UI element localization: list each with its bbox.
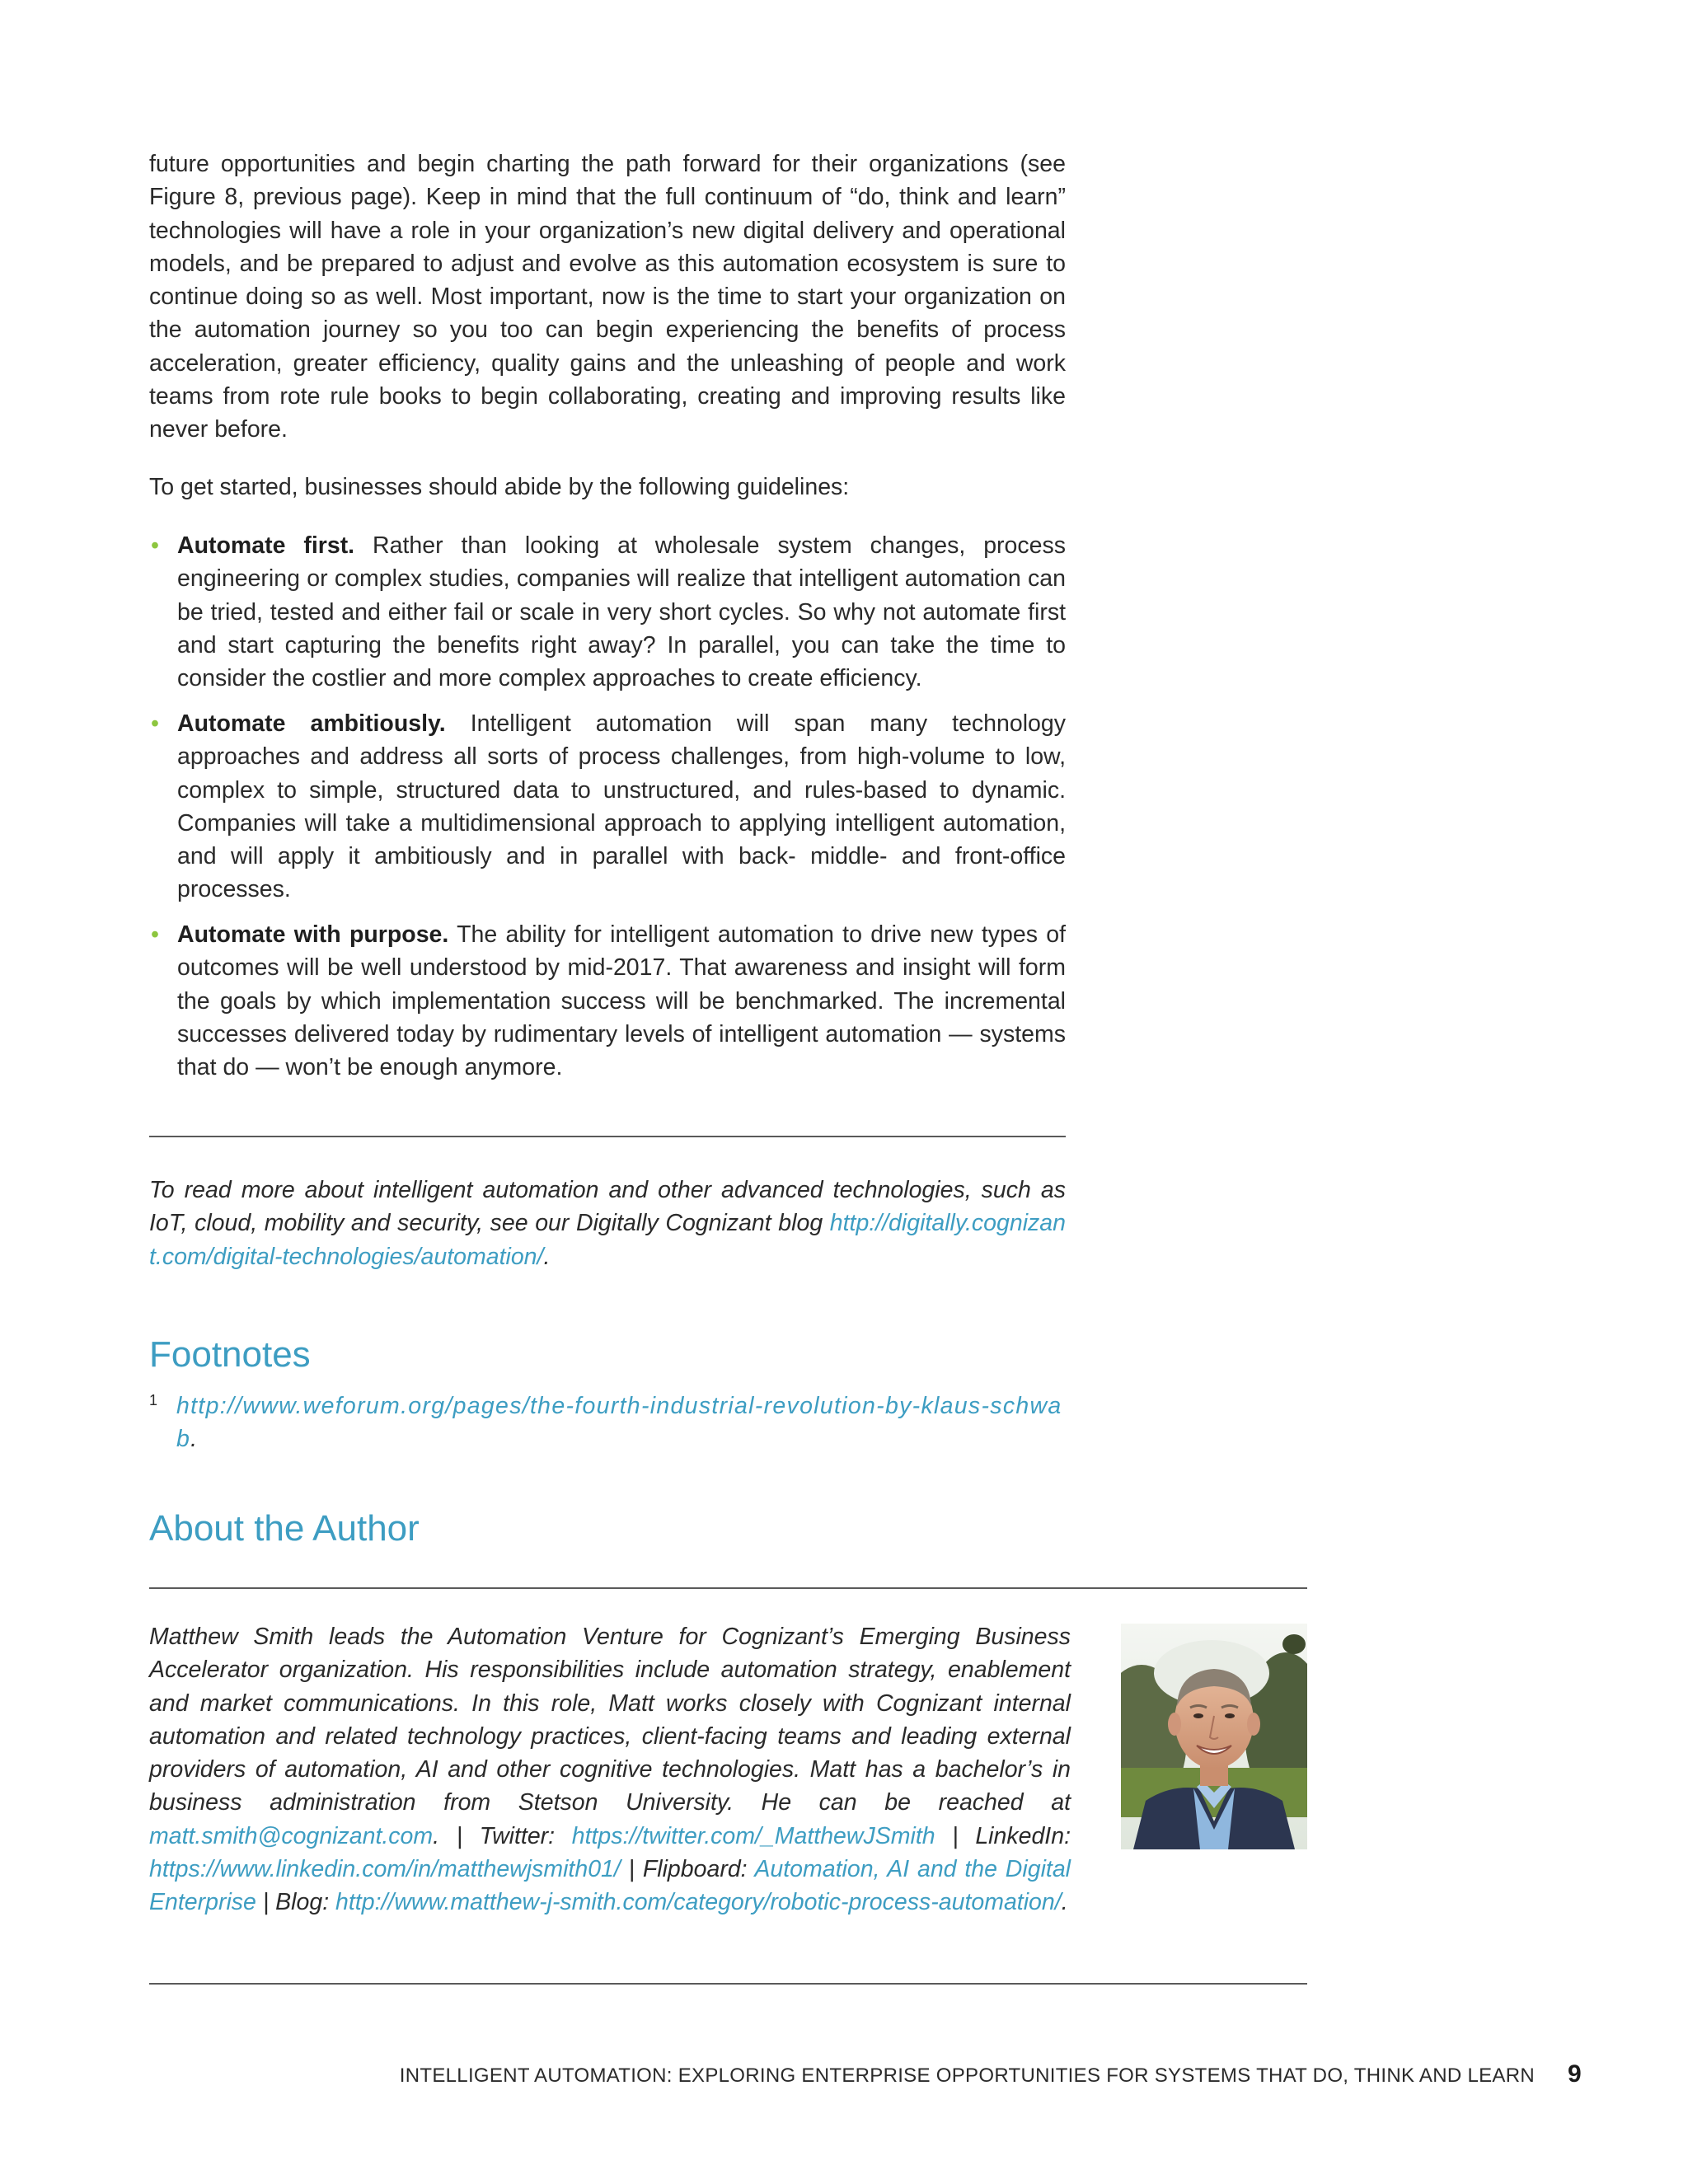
- blog-link[interactable]: http://www.matthew-j-smith.com/category/robotic-process-automation/: [335, 1889, 1062, 1916]
- bullet-dot: •: [151, 532, 159, 559]
- author-bio-end: .: [1061, 1889, 1068, 1916]
- author-bottom-divider: [149, 1983, 1307, 1985]
- blog-label: | Blog:: [256, 1889, 336, 1916]
- guideline-title: Automate ambitiously.: [177, 710, 446, 737]
- twitter-link[interactable]: https://twitter.com/_MatthewJSmith: [571, 1822, 935, 1849]
- running-footer-title: INTELLIGENT AUTOMATION: EXPLORING ENTERPRISE OPPORTUNITIES FOR SYSTEMS THAT DO, THINK AND LEARN: [399, 2064, 1535, 2087]
- guideline-item: [149, 918, 1066, 1084]
- page-number: 9: [1568, 2060, 1582, 2088]
- bullet-dot: •: [151, 710, 159, 737]
- footnote-text: [176, 1390, 1066, 1456]
- guideline-item: [149, 529, 1066, 695]
- flipboard-link[interactable]: Automation, AI and the Digital Enterprise: [149, 1856, 1071, 1916]
- guideline-text: [177, 918, 1066, 1084]
- read-more-text: To read more about intelligent automation and other advanced technologies, such as IoT, cloud, mobility and security, see our Digitally Cognizant blog: [149, 1177, 1066, 1237]
- footnote-item: [149, 1390, 1066, 1456]
- about-author-heading: About the Author: [149, 1508, 420, 1549]
- guideline-text: [177, 707, 1066, 907]
- flipboard-label: | Flipboard:: [620, 1856, 755, 1883]
- guideline-body: The ability for intelligent automation to drive new types of outcomes will be well understood by mid-2017. That awareness and insight will form the goals by which implementation success will be benchmarked. The incremental successes delivered today by rudimentary levels of intelligent automation — systems that do — won’t be enough anymore.: [177, 921, 1067, 1081]
- author-photo: [1121, 1624, 1307, 1849]
- author-bio-text: Matthew Smith leads the Automation Venture for Cognizant’s Emerging Business Accelerator organization. His responsibilities include automation strategy, enablement and market communications. In this role, Matt works closely with Cognizant internal automation and related technology practices, client-facing teams and leading external providers of automation, AI and other cognitive technologies. Matt has a bachelor’s in business administration from Stetson University. He can be reached at: [149, 1624, 1071, 1816]
- intro-paragraph: future opportunities and begin charting the path forward for their organizations (see Figure 8, previous page). Keep in mind that the full continuum of “do, think and learn” technologies will have a role in your organization’s new digital delivery and operational models, and be prepared to adjust and evolve as this automation ecosystem is sure to continue doing so as well. Most important, now is the time to start your organization on the automation journey so you too can begin experiencing the benefits of process acceleration, greater efficiency, quality gains and the unleashing of people and work teams from rote rule books to begin collaborating, creating and improving results like never before.: [149, 151, 1066, 443]
- footnote-number: 1: [149, 1392, 158, 1408]
- twitter-label: . | Twitter:: [433, 1822, 572, 1849]
- author-top-divider: [149, 1587, 1307, 1589]
- bullet-dot: •: [151, 921, 159, 948]
- read-more-note: [149, 1174, 1066, 1273]
- author-email-link[interactable]: matt.smith@cognizant.com: [149, 1822, 434, 1849]
- linkedin-link[interactable]: https://www.linkedin.com/in/matthewjsmith01/: [149, 1856, 621, 1883]
- guideline-title: Automate first.: [177, 532, 355, 559]
- guidelines-intro: To get started, businesses should abide by the following guidelines:: [149, 474, 850, 500]
- footnotes-heading: Footnotes: [149, 1334, 311, 1375]
- footnote-end: .: [190, 1426, 199, 1453]
- guideline-body: Rather than looking at wholesale system changes, process engineering or complex studies, companies will realize that intelligent automation can be tried, tested and either fail or scale in very short cycles. So why not automate first and start capturing the benefits right away? In parallel, you can take the time to consider the costlier and more complex approaches to create efficiency.: [177, 532, 1066, 692]
- guideline-body: Intelligent automation will span many technology approaches and address all sorts of process challenges, from high-volume to low, complex to simple, structured data to unstructured, and rules-based to dynamic. Companies will take a multidimensional approach to applying intelligent automation, and will apply it ambitiously and in parallel with back- middle- and front-office processes.: [177, 710, 1066, 903]
- section-divider: [149, 1136, 1066, 1137]
- author-bio: [149, 1620, 1071, 1919]
- read-more-end: .: [543, 1243, 551, 1270]
- linkedin-label: | LinkedIn:: [935, 1822, 1071, 1849]
- guideline-text: [177, 529, 1066, 695]
- footnote-link[interactable]: http://www.weforum.org/pages/the-fourth-industrial-revolution-by-klaus-schwab: [176, 1393, 1062, 1453]
- guideline-title: Automate with purpose.: [177, 921, 449, 948]
- automation-blog-link[interactable]: http://digitally.cognizant.com/digital-technologies/automation/: [149, 1210, 1066, 1270]
- guideline-item: [149, 707, 1066, 907]
